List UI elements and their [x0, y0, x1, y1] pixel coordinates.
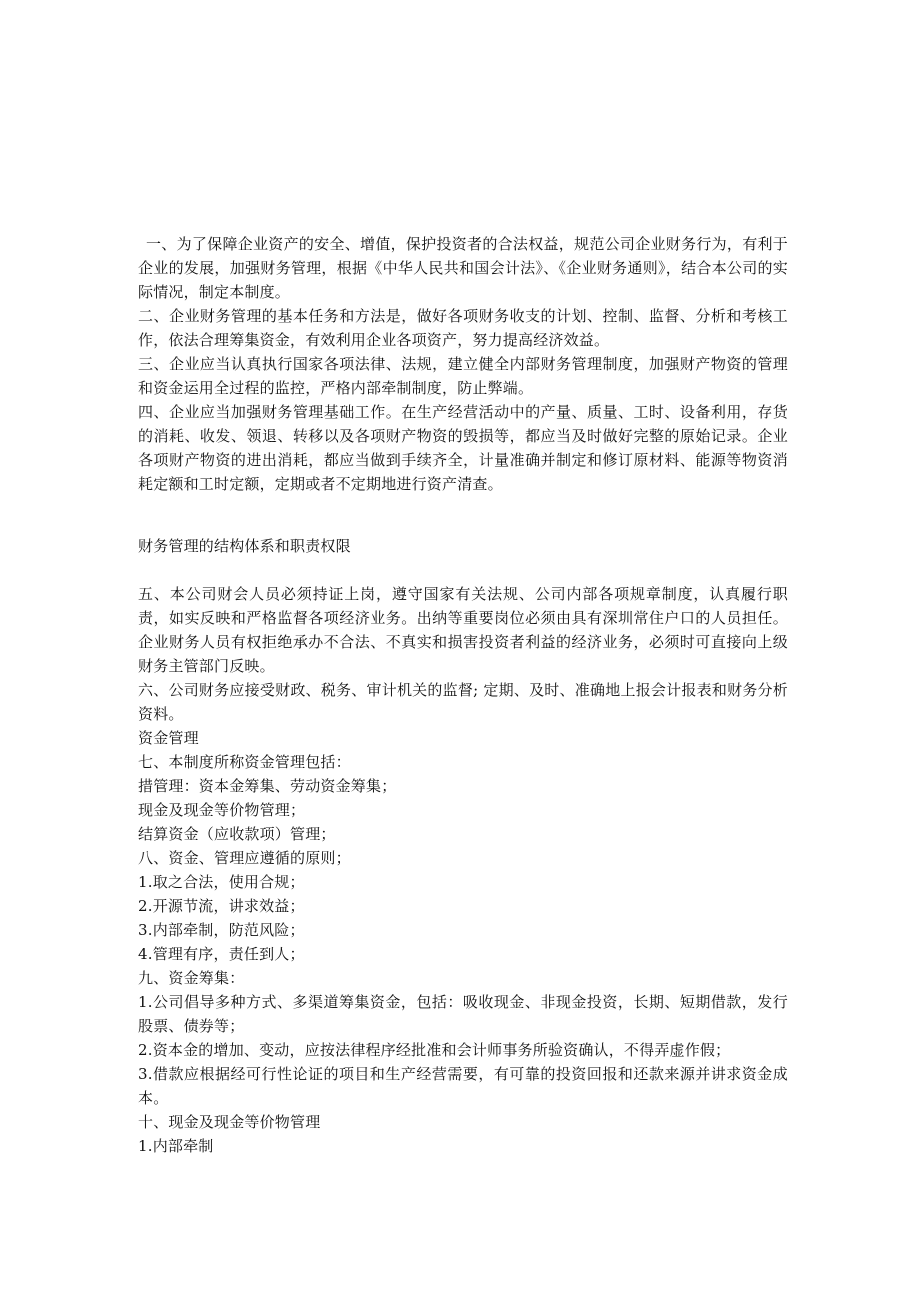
funds-lines	[138, 750, 788, 1158]
structure-paragraph-1: 五、本公司财会人员必须持证上岗，遵守国家有关法规、公司内部各项规章制度，认真履行职责，如实反映和严格监督各项经济业务。出纳等重要岗位必须由具有深圳常住户口的人员担任。企业财务人员有权拒绝承办不合法、不真实和损害投资者利益的经济业务，必须时可直接向上级财务主管部门反映。	[138, 585, 788, 675]
document-body	[138, 232, 788, 1158]
funds-line: 3.内部牵制，防范风险；	[138, 921, 305, 939]
funds-line: 1.取之合法，使用合规；	[138, 873, 305, 891]
structure-heading: 财务管理的结构体系和职责权限	[138, 537, 351, 555]
section-spacer	[138, 496, 788, 534]
funds-line: 九、资金筹集：	[138, 969, 245, 987]
funds-line: 2.资本金的增加、变动，应按法律程序经批准和会计师事务所验资确认，不得弄虚作假；	[138, 1041, 731, 1059]
funds-line: 十、现金及现金等价物管理	[138, 1113, 321, 1131]
funds-line: 现金及现金等价物管理；	[138, 801, 306, 819]
structure-paragraph-2: 六、公司财务应接受财政、税务、审计机关的监督; 定期、及时、准确地上报会计报表和财务分析资料。	[138, 681, 788, 723]
funds-line: 2.开源节流，讲求效益；	[138, 897, 305, 915]
general-paragraph-2: 二、企业财务管理的基本任务和方法是，做好各项财务收支的计划、控制、监督、分析和考核工作，依法合理筹集资金，有效利用企业各项资产，努力提高经济效益。	[138, 307, 788, 349]
funds-line: 1.内部牵制	[138, 1137, 214, 1155]
funds-heading: 资金管理	[138, 729, 199, 747]
funds-line: 八、资金、管理应遵循的原则；	[138, 849, 351, 867]
general-paragraph-4: 四、企业应当加强财务管理基础工作。在生产经营活动中的产量、质量、工时、设备利用，存货的消耗、收发、领退、转移以及各项财产物资的毁损等，都应当及时做好完整的原始记录。企业各项财产物资的进出消耗，都应当做到手续齐全，计量准确并制定和修订原材料、能源等物资消耗定额和工时定额，定期或者不定期地进行资产清查。	[138, 403, 788, 493]
funds-line: 结算资金（应收款项）管理；	[138, 825, 336, 843]
funds-line: 4.管理有序，责任到人；	[138, 945, 305, 963]
section-spacer	[138, 558, 788, 582]
general-paragraph-3: 三、企业应当认真执行国家各项法律、法规，建立健全内部财务管理制度，加强财产物资的管理和资金运用全过程的监控，严格内部牵制制度，防止弊端。	[138, 355, 788, 397]
funds-line: 1.公司倡导多种方式、多渠道筹集资金，包括：吸收现金、非现金投资，长期、短期借款，发行股票、债券等；	[138, 993, 788, 1035]
funds-line: 3.借款应根据经可行性论证的项目和生产经营需要，有可靠的投资回报和还款来源并讲求资金成本。	[138, 1065, 788, 1107]
funds-line: 措管理：资本金筹集、劳动资金筹集；	[138, 777, 397, 795]
funds-line: 七、本制度所称资金管理包括：	[138, 753, 351, 771]
general-paragraph-1: 一、为了保障企业资产的安全、增值，保护投资者的合法权益，规范公司企业财务行为，有利于企业的发展，加强财务管理，根据《中华人民共和国会计法》、《企业财务通则》，结合本公司的实际情况，制定本制度。	[138, 235, 788, 301]
